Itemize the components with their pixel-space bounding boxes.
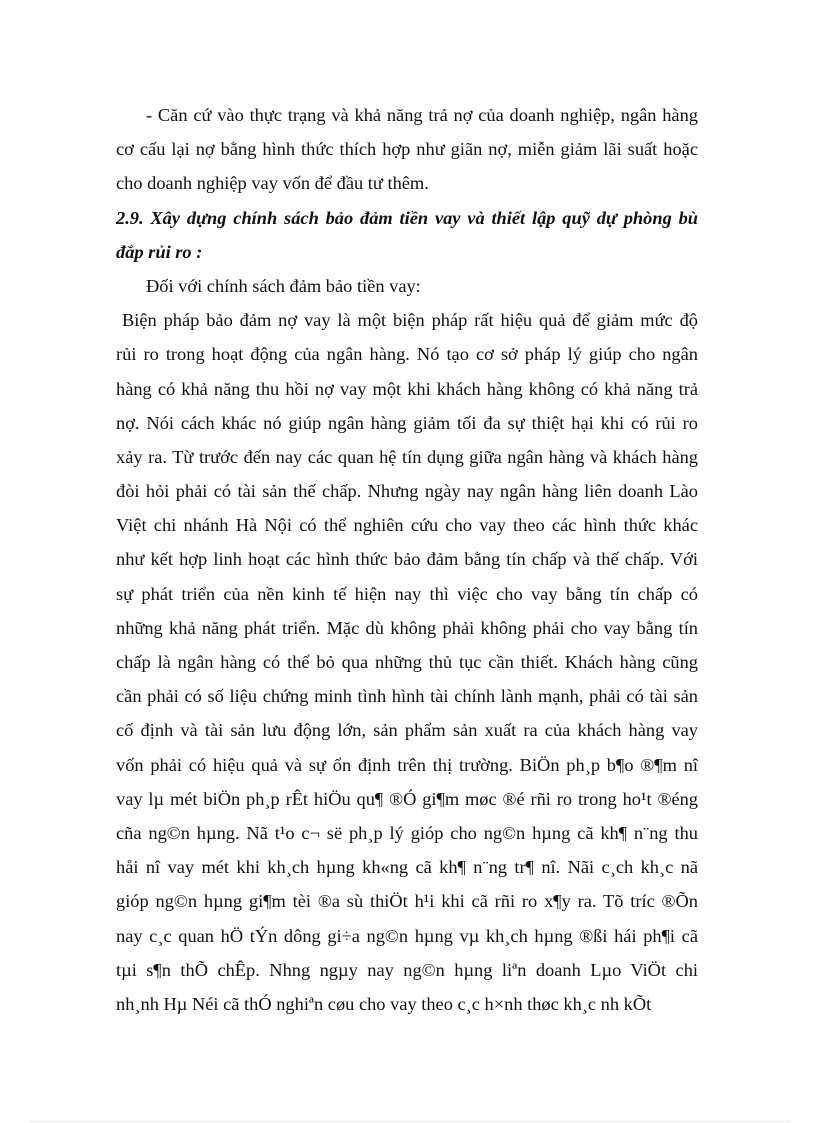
paragraph-line: chấp là ngân hàng có thể bỏ qua những thủ tục cần thiết. Khách hàng cũng [116, 652, 698, 672]
paragraph-line: vốn phải có hiệu quả và sự ổn định trên thị trường. BiÖn ph¸p b¶o ®¶m nî [116, 754, 698, 775]
paragraph-line: những khả năng phát triển. Mặc dù không phải không phải cho vay bằng tín [116, 617, 698, 638]
paragraph-line: xảy ra. Từ trước đến nay các quan hệ tín dụng giữa ngân hàng và khách hàng [116, 446, 698, 467]
paragraph-line: sự phát triển của nền kinh tế hiện nay thì việc cho vay bằng tín chấp có [116, 583, 698, 604]
paragraph-line: cơ cấu lại nợ bằng hình thức thích hợp như giãn nợ, miễn giảm lãi suất hoặc [116, 139, 698, 160]
paragraph-line: cố định và tài sản lưu động lớn, sản phẩm sản xuất ra của khách hàng vay [116, 720, 698, 741]
paragraph-line: cần phải có số liệu chứng minh tình hình tài chính lành mạnh, phải có tài sản [116, 686, 698, 707]
section-heading-continued: đắp rủi ro : [116, 241, 203, 262]
paragraph-line-legacy-encoding: tµi s¶n thÕ chÊp. Nhng ngµy nay ng©n hµng liªn doanh Lµo ViÖt chi [116, 959, 698, 980]
paragraph-line: đòi hỏi phải có tài sản thế chấp. Nhưng ngày nay ngân hàng liên doanh Lào [116, 481, 698, 502]
paragraph-line: - Căn cứ vào thực trạng và khả năng trả nợ của doanh nghiệp, ngân hàng [146, 105, 698, 125]
paragraph-line: cho doanh nghiệp vay vốn để đầu tư thêm. [116, 173, 429, 194]
paragraph-line: như kết hợp linh hoạt các hình thức bảo đảm bằng tín chấp và thế chấp. Với [116, 549, 698, 570]
paragraph-line: rủi ro trong hoạt động của ngân hàng. Nó tạo cơ sở pháp lý giúp cho ngân [116, 344, 698, 365]
paragraph-line-legacy-encoding: nh¸nh Hµ Néi cã thÓ nghiªn cøu cho vay theo c¸c h×nh thøc kh¸c nh kÕt [116, 993, 652, 1014]
section-heading: 2.9. Xây dựng chính sách bảo đảm tiền vay và thiết lập quỹ dự phòng bù [116, 207, 698, 228]
page-bottom-dotted-rule [30, 1121, 790, 1122]
paragraph-line: nợ. Nói cách khác nó giúp ngân hàng giảm tối đa sự thiệt hại khi có rủi ro [116, 412, 698, 433]
paragraph-line-legacy-encoding: cña ng©n hµng. Nã t¹o c¬ së ph¸p lý gióp cho ng©n hµng cã kh¶ n¨ng thu [116, 822, 698, 843]
paragraph-line-legacy-encoding: vay lµ mét biÖn ph¸p rÊt hiÖu qu¶ ®Ó gi¶m møc ®é rñi ro trong ho¹t ®éng [116, 788, 698, 809]
paragraph-line: hàng có khả năng thu hồi nợ vay một khi khách hàng không có khả năng trả [116, 378, 698, 399]
paragraph-line-legacy-encoding: gióp ng©n hµng gi¶m tèi ®a sù thiÖt h¹i khi cã rñi ro x¶y ra. Tõ tríc ®Õn [116, 891, 698, 912]
document-body [116, 98, 698, 1021]
paragraph-line-legacy-encoding: håi nî vay mét khi kh¸ch hµng kh«ng cã kh¶ n¨ng tr¶ nî. Nãi c¸ch kh¸c nã [116, 857, 698, 878]
paragraph-line-legacy-encoding: nay c¸c quan hÖ tÝn dông gi÷a ng©n hµng vµ kh¸ch hµng ®ßi hái ph¶i cã [116, 925, 698, 946]
paragraph-line: Việt chi nhánh Hà Nội có thể nghiên cứu cho vay theo các hình thức khác [116, 515, 698, 536]
paragraph-line: Biện pháp bảo đảm nợ vay là một biện pháp rất hiệu quả để giảm mức độ [122, 310, 698, 331]
subsection-label: Đối với chính sách đảm bảo tiền vay: [146, 275, 421, 296]
